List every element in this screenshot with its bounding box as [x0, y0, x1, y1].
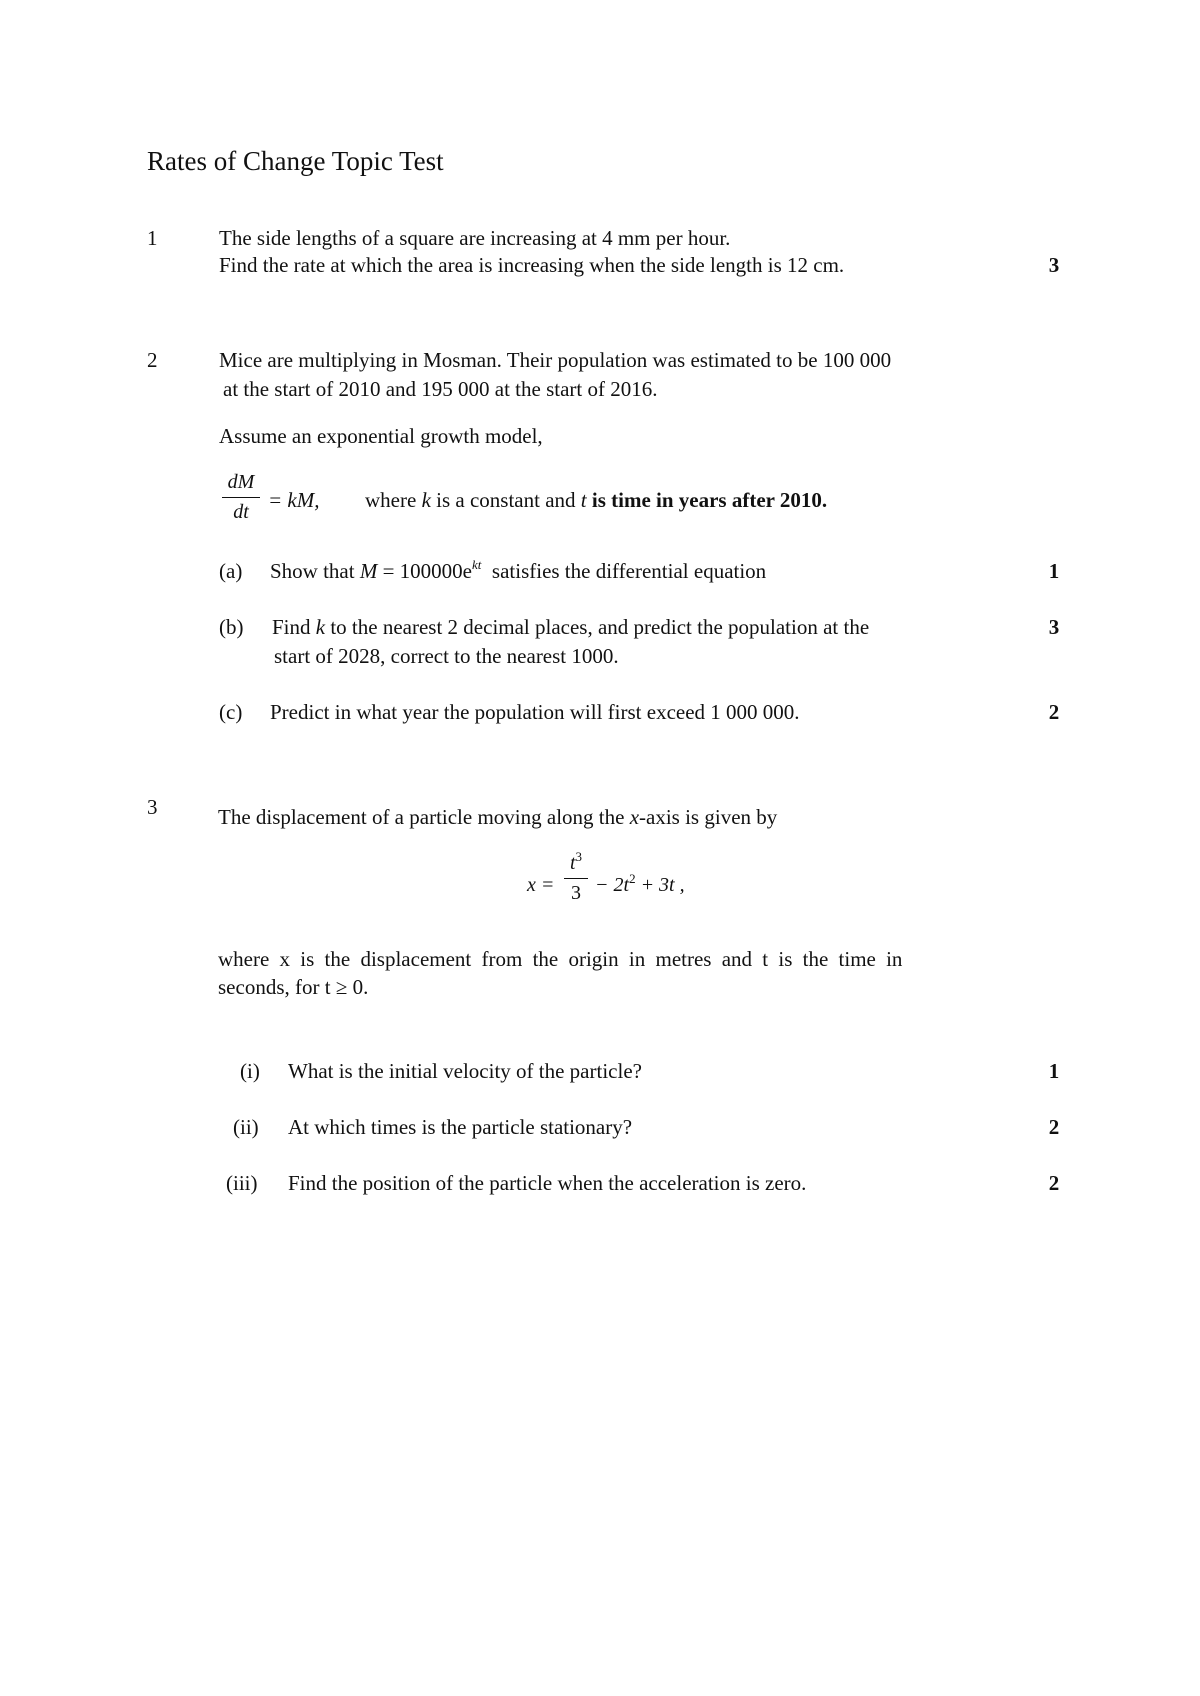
q2-de-fraction [222, 471, 260, 524]
q2-de-where [365, 488, 827, 513]
q2-part-c-text: Predict in what year the population will first exceed 1 000 000. [270, 700, 800, 724]
q2-part-b-k: k [315, 615, 326, 639]
q2-line-2: at the start of 2010 and 195 000 at the start of 2016. [223, 377, 658, 401]
q2-part-c-marks: 2 [1048, 700, 1060, 724]
q3-intro [218, 805, 777, 830]
q2-part-a-suffix: satisfies the differential equation [491, 559, 767, 583]
q3-part-i-marks: 1 [1048, 1059, 1060, 1083]
q3-intro-prefix: The displacement of a particle moving along the [218, 805, 625, 829]
q3-part-ii-marks: 2 [1048, 1115, 1060, 1139]
page-title: Rates of Change Topic Test [147, 146, 444, 176]
q3-eq-fraction [564, 849, 588, 905]
fraction-bar [222, 497, 260, 498]
q2-part-b-suffix: to the nearest 2 decimal places, and predict the population at the [330, 615, 870, 639]
q2-part-a-marks: 1 [1048, 559, 1060, 583]
q2-part-b-marks: 3 [1048, 615, 1060, 639]
q2-line-1: Mice are multiplying in Mosman. Their population was estimated to be 100 000 [219, 348, 892, 372]
question-number-3: 3 [147, 795, 158, 819]
q3-eq-rest2: + 3t , [640, 874, 685, 896]
q3-eq-lhs: x = [527, 874, 555, 896]
q3-eq-num-t: t [569, 852, 576, 874]
q2-where-middle: is a constant and [436, 488, 576, 512]
q1-marks: 3 [1048, 253, 1060, 277]
q3-eq-num [569, 849, 583, 874]
q2-part-a-eq: = 100000e [377, 559, 473, 583]
q2-part-a-label: (a) [219, 559, 243, 583]
q3-part-ii-label: (ii) [233, 1115, 259, 1139]
q3-eq-num-exp: 3 [575, 849, 583, 864]
question-number-1: 1 [147, 226, 158, 250]
q3-desc-line-2: seconds, for t ≥ 0. [218, 975, 369, 999]
q2-de-rhs-text: = kM, [268, 488, 320, 512]
q3-part-iii-marks: 2 [1048, 1171, 1060, 1195]
q3-part-iii-text: Find the position of the particle when the acceleration is zero. [288, 1171, 807, 1195]
q2-part-a-var: M [359, 559, 378, 583]
q3-intro-suffix: -axis is given by [639, 805, 778, 829]
q3-part-i-text: What is the initial velocity of the particle? [288, 1059, 642, 1083]
q2-assume-text: Assume an exponential growth model, [219, 424, 543, 448]
q3-eq-rest1: − 2t [595, 874, 630, 896]
fraction-bar [564, 878, 588, 879]
q2-where-t: t [580, 488, 587, 512]
q3-eq-rest-exp: 2 [629, 871, 636, 886]
q2-part-c-label: (c) [219, 700, 243, 724]
q2-part-a-exp: kt [472, 557, 482, 572]
q2-where-suffix: is time in years after 2010. [591, 488, 828, 512]
q3-eq-den: 3 [571, 882, 581, 905]
q3-part-i-label: (i) [240, 1059, 260, 1083]
q2-part-b-line-1 [272, 615, 869, 640]
q2-part-a-text [270, 559, 766, 584]
q1-line-1: The side lengths of a square are increasing at 4 mm per hour. [219, 226, 731, 250]
q2-part-b-label: (b) [219, 615, 244, 639]
q2-de-denominator: dt [233, 501, 249, 524]
q2-de-numerator: dM [227, 471, 255, 493]
q3-part-ii-text: At which times is the particle stationary? [288, 1115, 633, 1139]
q2-part-a-prefix: Show that [270, 559, 355, 583]
question-number-2: 2 [147, 348, 158, 372]
q3-eq-rest [595, 871, 685, 897]
q2-where-prefix: where [365, 488, 417, 512]
q2-part-b-prefix: Find [272, 615, 311, 639]
q2-de-rhs [268, 488, 320, 513]
q2-part-b-line-2: start of 2028, correct to the nearest 1000. [274, 644, 619, 668]
q3-desc-line-1: where x is the displacement from the origin in metres and t is the time in [218, 947, 903, 971]
q1-line-2: Find the rate at which the area is increasing when the side length is 12 cm. [219, 253, 845, 277]
q2-where-k: k [421, 488, 431, 512]
q3-intro-var: x [629, 805, 640, 829]
q3-part-iii-label: (iii) [226, 1171, 258, 1195]
